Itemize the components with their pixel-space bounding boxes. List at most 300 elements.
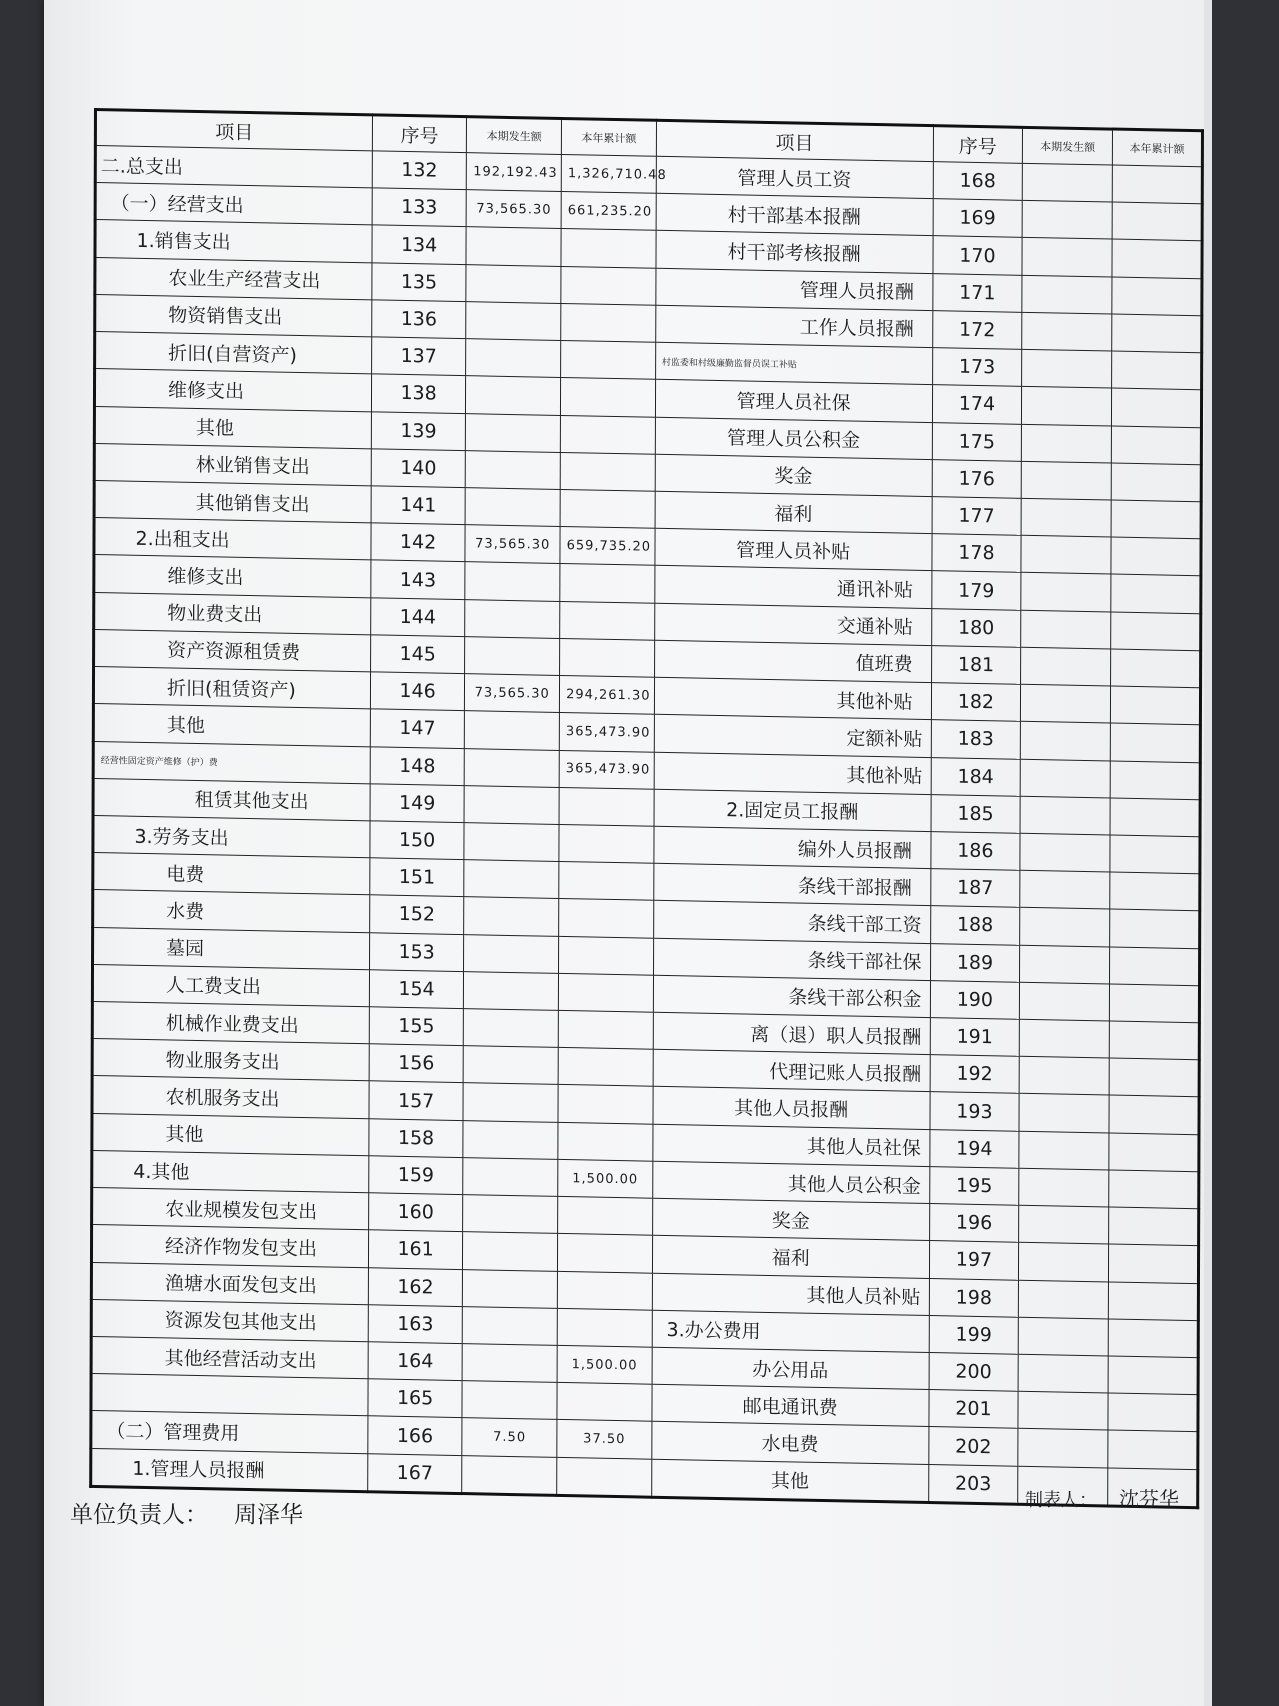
right-period-amount xyxy=(1022,349,1112,388)
left-item-label: 其他销售支出 xyxy=(94,480,371,523)
left-seq: 140 xyxy=(371,449,466,488)
right-item-label: 村干部基本报酬 xyxy=(656,194,933,237)
right-ytd-amount xyxy=(1111,426,1201,465)
right-item-label: 其他补贴 xyxy=(654,752,931,795)
left-ytd-amount xyxy=(558,973,653,1012)
left-item-label: （一）经营支出 xyxy=(95,183,372,226)
right-seq: 181 xyxy=(931,645,1021,684)
left-ytd-amount xyxy=(558,1197,653,1236)
right-item-label: 其他 xyxy=(651,1459,928,1503)
expense-table xyxy=(89,108,1204,1509)
right-item-label: 条线干部报酬 xyxy=(654,863,931,906)
right-item-label: 编外人员报酬 xyxy=(654,826,931,869)
right-period-amount xyxy=(1021,498,1111,537)
left-seq: 158 xyxy=(369,1118,464,1157)
left-ytd-amount xyxy=(561,378,656,417)
right-period-amount xyxy=(1021,573,1111,612)
left-period-amount xyxy=(463,1120,558,1159)
right-period-amount xyxy=(1019,1317,1109,1356)
left-ytd-amount xyxy=(561,341,656,380)
left-item-label: 其他经营活动支出 xyxy=(91,1336,368,1379)
right-seq: 199 xyxy=(929,1315,1019,1354)
right-seq: 188 xyxy=(930,906,1020,945)
header-item-left: 项目 xyxy=(95,110,372,151)
left-item-label: 4.其他 xyxy=(92,1150,369,1193)
left-period-amount xyxy=(464,971,559,1010)
left-seq: 146 xyxy=(370,672,465,711)
right-seq: 194 xyxy=(929,1129,1019,1168)
right-ytd-amount xyxy=(1110,723,1200,762)
right-item-label: 其他人员公积金 xyxy=(652,1161,929,1204)
leader-name: 周泽华 xyxy=(234,1502,303,1528)
right-item-label: 2.固定员工报酬 xyxy=(654,789,931,832)
right-item-label: 定额补贴 xyxy=(654,715,931,758)
left-item-label: 机械作业费支出 xyxy=(92,1002,369,1045)
left-ytd-amount xyxy=(560,601,655,640)
left-ytd-amount xyxy=(558,1010,653,1049)
left-period-amount xyxy=(464,860,559,899)
left-seq: 135 xyxy=(372,262,467,301)
right-item-label: 管理人员报酬 xyxy=(656,268,933,311)
left-seq: 155 xyxy=(369,1007,464,1046)
right-ytd-amount xyxy=(1109,1207,1199,1246)
left-item-label: 物资销售支出 xyxy=(95,294,372,337)
left-seq: 157 xyxy=(369,1081,464,1120)
right-item-label: 福利 xyxy=(652,1236,929,1279)
right-period-amount xyxy=(1022,312,1112,351)
left-period-amount xyxy=(464,1046,559,1085)
right-ytd-amount xyxy=(1112,314,1202,353)
left-seq: 149 xyxy=(370,784,465,823)
right-item-label: 村监委和村级廉勤监督员误工补贴 xyxy=(655,342,932,385)
right-item-label: 管理人员补贴 xyxy=(655,528,932,571)
left-ytd-amount: 37.50 xyxy=(557,1420,652,1459)
right-period-amount xyxy=(1019,1094,1109,1133)
left-item-label: 农业生产经营支出 xyxy=(95,257,372,300)
left-item-label: 农业规模发包支出 xyxy=(92,1188,369,1231)
left-item-label: 人工费支出 xyxy=(92,964,369,1007)
right-item-label: 邮电通讯费 xyxy=(652,1384,929,1427)
left-period-amount xyxy=(466,450,561,489)
right-seq: 201 xyxy=(928,1390,1018,1429)
left-item-label: 2.出租支出 xyxy=(94,518,371,561)
left-item-label: 资源发包其他支出 xyxy=(91,1299,368,1342)
left-period-amount xyxy=(465,711,560,750)
right-ytd-amount xyxy=(1108,1430,1198,1469)
right-ytd-amount xyxy=(1109,1170,1199,1209)
left-seq: 156 xyxy=(369,1044,464,1083)
left-seq: 143 xyxy=(371,560,466,599)
left-seq: 153 xyxy=(369,932,464,971)
right-ytd-amount xyxy=(1111,612,1201,651)
right-item-label: 代理记账人员报酬 xyxy=(653,1049,930,1092)
right-item-label: 奖金 xyxy=(652,1198,929,1241)
right-seq: 200 xyxy=(929,1353,1019,1392)
left-seq: 133 xyxy=(372,188,467,227)
right-item-label: 3.办公费用 xyxy=(652,1310,929,1353)
header-ytd-right: 本年累计额 xyxy=(1113,129,1203,167)
left-ytd-amount xyxy=(559,862,654,901)
right-ytd-amount xyxy=(1109,1133,1199,1172)
left-ytd-amount: 294,261.30 xyxy=(560,676,655,715)
right-period-amount xyxy=(1021,722,1111,761)
right-ytd-amount xyxy=(1110,947,1200,986)
left-item-label: 水费 xyxy=(93,890,370,933)
left-seq: 160 xyxy=(368,1193,463,1232)
left-item-label: 其他 xyxy=(92,1113,369,1156)
left-period-amount xyxy=(466,264,561,303)
left-period-amount xyxy=(465,488,560,527)
header-seq-left: 序号 xyxy=(372,115,467,153)
right-period-amount xyxy=(1020,796,1110,835)
right-item-label: 条线干部工资 xyxy=(653,901,930,944)
left-seq: 138 xyxy=(371,374,466,413)
left-seq: 144 xyxy=(370,597,465,636)
left-seq: 139 xyxy=(371,411,466,450)
left-item-label: 折旧(自营资产) xyxy=(95,332,372,375)
left-seq: 166 xyxy=(368,1416,463,1455)
right-period-amount xyxy=(1021,535,1111,574)
right-ytd-amount xyxy=(1112,165,1202,204)
right-item-label: 通讯补贴 xyxy=(655,566,932,609)
right-period-amount xyxy=(1020,759,1110,798)
right-item-label: 其他人员社保 xyxy=(653,1124,930,1167)
right-item-label: 管理人员社保 xyxy=(655,380,932,423)
right-seq: 180 xyxy=(931,608,1021,647)
right-period-amount xyxy=(1022,387,1112,426)
left-period-amount: 73,565.30 xyxy=(467,190,562,229)
left-seq: 159 xyxy=(368,1156,463,1195)
left-seq: 154 xyxy=(369,970,464,1009)
left-seq: 150 xyxy=(370,821,465,860)
right-ytd-amount xyxy=(1110,984,1200,1023)
right-item-label: 交通补贴 xyxy=(654,603,931,646)
right-period-amount xyxy=(1021,684,1111,723)
right-period-amount xyxy=(1020,945,1110,984)
right-item-label: 值班费 xyxy=(654,640,931,683)
left-seq: 164 xyxy=(368,1342,463,1381)
left-item-label: 经济作物发包支出 xyxy=(91,1225,368,1268)
left-period-amount xyxy=(464,785,559,824)
left-period-amount xyxy=(466,302,561,341)
left-item-label: 其他 xyxy=(94,406,371,449)
right-ytd-amount xyxy=(1111,574,1201,613)
right-period-amount xyxy=(1020,908,1110,947)
left-period-amount xyxy=(465,599,560,638)
right-period-amount xyxy=(1019,1131,1109,1170)
left-period-amount xyxy=(465,562,560,601)
left-item-label: （二）管理费用 xyxy=(91,1411,368,1454)
left-ytd-amount xyxy=(560,452,655,491)
left-period-amount xyxy=(464,823,559,862)
left-item-label: 二.总支出 xyxy=(95,146,372,189)
right-seq: 170 xyxy=(932,236,1022,275)
right-period-amount xyxy=(1022,201,1112,240)
right-seq: 187 xyxy=(930,869,1020,908)
left-ytd-amount xyxy=(557,1457,652,1497)
right-period-amount xyxy=(1022,238,1112,277)
left-ytd-amount xyxy=(560,638,655,677)
right-ytd-amount xyxy=(1112,202,1202,241)
right-period-amount xyxy=(1022,424,1112,463)
left-seq: 161 xyxy=(368,1230,463,1269)
right-item-label: 条线干部社保 xyxy=(653,938,930,981)
right-seq: 179 xyxy=(931,571,1021,610)
left-period-amount xyxy=(466,227,561,266)
right-seq: 191 xyxy=(930,1018,1020,1057)
right-period-amount xyxy=(1021,647,1111,686)
left-period-amount xyxy=(463,1269,558,1308)
right-seq: 203 xyxy=(928,1464,1018,1504)
left-period-amount xyxy=(464,897,559,936)
right-item-label: 水电费 xyxy=(652,1422,929,1465)
right-item-label: 办公用品 xyxy=(652,1347,929,1390)
left-ytd-amount: 661,235.20 xyxy=(561,192,656,231)
left-ytd-amount xyxy=(559,824,654,863)
left-seq: 137 xyxy=(371,337,466,376)
left-ytd-amount xyxy=(558,1234,653,1273)
right-seq: 190 xyxy=(930,980,1020,1019)
expense-table-sheet xyxy=(89,108,1204,1509)
right-ytd-amount xyxy=(1112,239,1202,278)
right-ytd-amount xyxy=(1112,277,1202,316)
right-ytd-amount xyxy=(1110,909,1200,948)
left-seq: 147 xyxy=(370,709,465,748)
right-period-amount xyxy=(1019,1168,1109,1207)
left-ytd-amount xyxy=(560,415,655,454)
left-item-label: 租赁其他支出 xyxy=(93,778,370,821)
right-seq: 177 xyxy=(932,497,1022,536)
footer-leader xyxy=(70,1496,303,1529)
right-seq: 173 xyxy=(932,348,1022,387)
left-ytd-amount xyxy=(557,1383,652,1422)
left-period-amount xyxy=(462,1381,557,1420)
left-ytd-amount xyxy=(560,489,655,528)
left-seq: 152 xyxy=(369,895,464,934)
right-seq: 198 xyxy=(929,1278,1019,1317)
left-seq: 136 xyxy=(371,300,466,339)
left-period-amount xyxy=(465,748,560,787)
right-ytd-amount xyxy=(1108,1282,1198,1321)
left-ytd-amount xyxy=(557,1271,652,1310)
right-seq: 175 xyxy=(932,422,1022,461)
right-period-amount xyxy=(1022,275,1112,314)
right-period-amount xyxy=(1023,163,1113,202)
right-item-label: 其他人员补贴 xyxy=(652,1273,929,1316)
left-ytd-amount xyxy=(561,303,656,342)
left-item-label: 维修支出 xyxy=(94,555,371,598)
left-ytd-amount xyxy=(558,1122,653,1161)
left-ytd-amount xyxy=(559,936,654,975)
right-period-amount xyxy=(1019,1205,1109,1244)
left-seq: 141 xyxy=(371,486,466,525)
left-ytd-amount: 1,500.00 xyxy=(557,1345,652,1384)
header-period-left: 本期发生额 xyxy=(467,117,562,155)
left-seq: 142 xyxy=(371,523,466,562)
header-ytd-left: 本年累计额 xyxy=(561,118,656,156)
right-period-amount xyxy=(1020,833,1110,872)
right-seq: 202 xyxy=(928,1427,1018,1466)
right-item-label: 其他补贴 xyxy=(654,677,931,720)
left-period-amount xyxy=(463,1306,558,1345)
table-body xyxy=(91,146,1203,1508)
right-period-amount xyxy=(1018,1354,1108,1393)
right-ytd-amount xyxy=(1112,388,1202,427)
right-period-amount xyxy=(1019,1057,1109,1096)
left-seq: 148 xyxy=(370,746,465,785)
left-ytd-amount xyxy=(561,266,656,305)
left-item-label: 1.管理人员报酬 xyxy=(91,1448,368,1492)
left-ytd-amount: 1,500.00 xyxy=(558,1159,653,1198)
right-period-amount xyxy=(1018,1391,1108,1430)
left-item-label: 折旧(租赁资产) xyxy=(93,667,370,710)
left-ytd-amount xyxy=(560,564,655,603)
right-item-label: 离（退）职人员报酬 xyxy=(653,1012,930,1055)
left-period-amount xyxy=(464,934,559,973)
right-item-label: 管理人员公积金 xyxy=(655,417,932,460)
right-item-label: 条线干部公积金 xyxy=(653,975,930,1018)
left-seq: 134 xyxy=(372,225,467,264)
right-seq: 193 xyxy=(930,1092,1020,1131)
left-item-label: 物业服务支出 xyxy=(92,1039,369,1082)
left-period-amount xyxy=(466,376,561,415)
left-seq: 145 xyxy=(370,635,465,674)
right-seq: 192 xyxy=(930,1055,1020,1094)
left-item-label: 农机服务支出 xyxy=(92,1076,369,1119)
right-seq: 174 xyxy=(932,385,1022,424)
right-ytd-amount xyxy=(1111,500,1201,539)
left-seq: 165 xyxy=(368,1379,463,1418)
footer-preparer xyxy=(1025,1483,1179,1512)
right-ytd-amount xyxy=(1110,872,1200,911)
right-seq: 197 xyxy=(929,1241,1019,1280)
right-ytd-amount xyxy=(1108,1393,1198,1432)
right-period-amount xyxy=(1022,461,1112,500)
left-ytd-amount: 1,326,710.48 xyxy=(561,154,656,193)
left-item-label: 电费 xyxy=(93,853,370,896)
left-item-label: 物业费支出 xyxy=(94,592,371,635)
right-item-label: 村干部考核报酬 xyxy=(656,231,933,274)
left-item-label: 其他 xyxy=(93,704,370,747)
right-seq: 186 xyxy=(930,832,1020,871)
left-ytd-amount xyxy=(558,1048,653,1087)
right-item-label: 工作人员报酬 xyxy=(655,305,932,348)
left-period-amount xyxy=(466,413,561,452)
right-period-amount xyxy=(1020,982,1110,1021)
right-ytd-amount xyxy=(1110,761,1200,800)
right-period-amount xyxy=(1021,610,1111,649)
right-seq: 183 xyxy=(931,720,1021,759)
right-item-label: 福利 xyxy=(655,491,932,534)
left-item-label: 渔塘水面发包支出 xyxy=(91,1262,368,1305)
right-ytd-amount xyxy=(1109,1095,1199,1134)
left-seq: 132 xyxy=(372,151,467,190)
left-ytd-amount xyxy=(561,229,656,268)
right-ytd-amount xyxy=(1111,537,1201,576)
left-seq: 162 xyxy=(368,1267,463,1306)
right-period-amount xyxy=(1018,1429,1108,1468)
left-period-amount xyxy=(462,1455,557,1495)
header-period-right: 本期发生额 xyxy=(1023,127,1113,165)
left-period-amount: 73,565.30 xyxy=(465,525,560,564)
left-ytd-amount: 365,473.90 xyxy=(559,750,654,789)
left-item-label: 3.劳务支出 xyxy=(93,815,370,858)
preparer-label: 制表人： xyxy=(1025,1490,1097,1511)
right-seq: 196 xyxy=(929,1204,1019,1243)
right-seq: 184 xyxy=(931,757,1021,796)
left-item-label xyxy=(91,1374,368,1417)
right-ytd-amount xyxy=(1109,1244,1199,1283)
left-item-label: 林业销售支出 xyxy=(94,443,371,486)
right-item-label: 奖金 xyxy=(655,454,932,497)
leader-label: 单位负责人： xyxy=(70,1502,208,1528)
left-item-label: 资产资源租赁费 xyxy=(94,629,371,672)
left-period-amount xyxy=(465,636,560,675)
right-seq: 182 xyxy=(931,683,1021,722)
right-ytd-amount xyxy=(1112,351,1202,390)
left-item-label: 墓园 xyxy=(93,927,370,970)
right-period-amount xyxy=(1019,1243,1109,1282)
left-ytd-amount xyxy=(559,899,654,938)
right-seq: 168 xyxy=(933,162,1023,201)
left-item-label: 维修支出 xyxy=(94,369,371,412)
right-seq: 176 xyxy=(932,459,1022,498)
right-ytd-amount xyxy=(1109,1021,1199,1060)
header-seq-right: 序号 xyxy=(933,126,1023,164)
right-ytd-amount xyxy=(1110,835,1200,874)
left-item-label: 经营性固定资产维修（护）费 xyxy=(93,741,370,784)
right-ytd-amount xyxy=(1109,1058,1199,1097)
left-period-amount xyxy=(463,1083,558,1122)
left-ytd-amount xyxy=(557,1308,652,1347)
left-ytd-amount xyxy=(559,787,654,826)
right-seq: 189 xyxy=(930,943,1020,982)
right-seq: 195 xyxy=(929,1166,1019,1205)
right-period-amount xyxy=(1020,1019,1110,1058)
left-item-label: 1.销售支出 xyxy=(95,220,372,263)
right-seq: 172 xyxy=(932,310,1022,349)
right-ytd-amount xyxy=(1108,1319,1198,1358)
right-ytd-amount xyxy=(1110,798,1200,837)
left-period-amount xyxy=(464,1009,559,1048)
right-seq: 169 xyxy=(933,199,1023,238)
right-ytd-amount xyxy=(1108,1356,1198,1395)
left-seq: 151 xyxy=(370,858,465,897)
right-seq: 171 xyxy=(932,273,1022,312)
left-period-amount xyxy=(463,1195,558,1234)
right-ytd-amount xyxy=(1111,686,1201,725)
right-ytd-amount xyxy=(1111,649,1201,688)
right-ytd-amount xyxy=(1111,463,1201,502)
left-seq: 163 xyxy=(368,1305,463,1344)
left-period-amount xyxy=(466,339,561,378)
preparer-name: 沈芬华 xyxy=(1119,1487,1179,1511)
right-item-label: 管理人员工资 xyxy=(656,156,933,199)
right-item-label: 其他人员报酬 xyxy=(653,1087,930,1130)
right-seq: 185 xyxy=(931,794,1021,833)
left-period-amount: 192,192.43 xyxy=(467,153,562,192)
left-period-amount xyxy=(463,1232,558,1271)
left-period-amount: 7.50 xyxy=(462,1418,557,1457)
left-seq: 167 xyxy=(367,1453,462,1493)
right-period-amount xyxy=(1019,1280,1109,1319)
left-period-amount xyxy=(463,1344,558,1383)
right-seq: 178 xyxy=(931,534,1021,573)
right-period-amount xyxy=(1020,870,1110,909)
left-ytd-amount: 659,735.20 xyxy=(560,527,655,566)
left-ytd-amount: 365,473.90 xyxy=(559,713,654,752)
left-ytd-amount xyxy=(558,1085,653,1124)
